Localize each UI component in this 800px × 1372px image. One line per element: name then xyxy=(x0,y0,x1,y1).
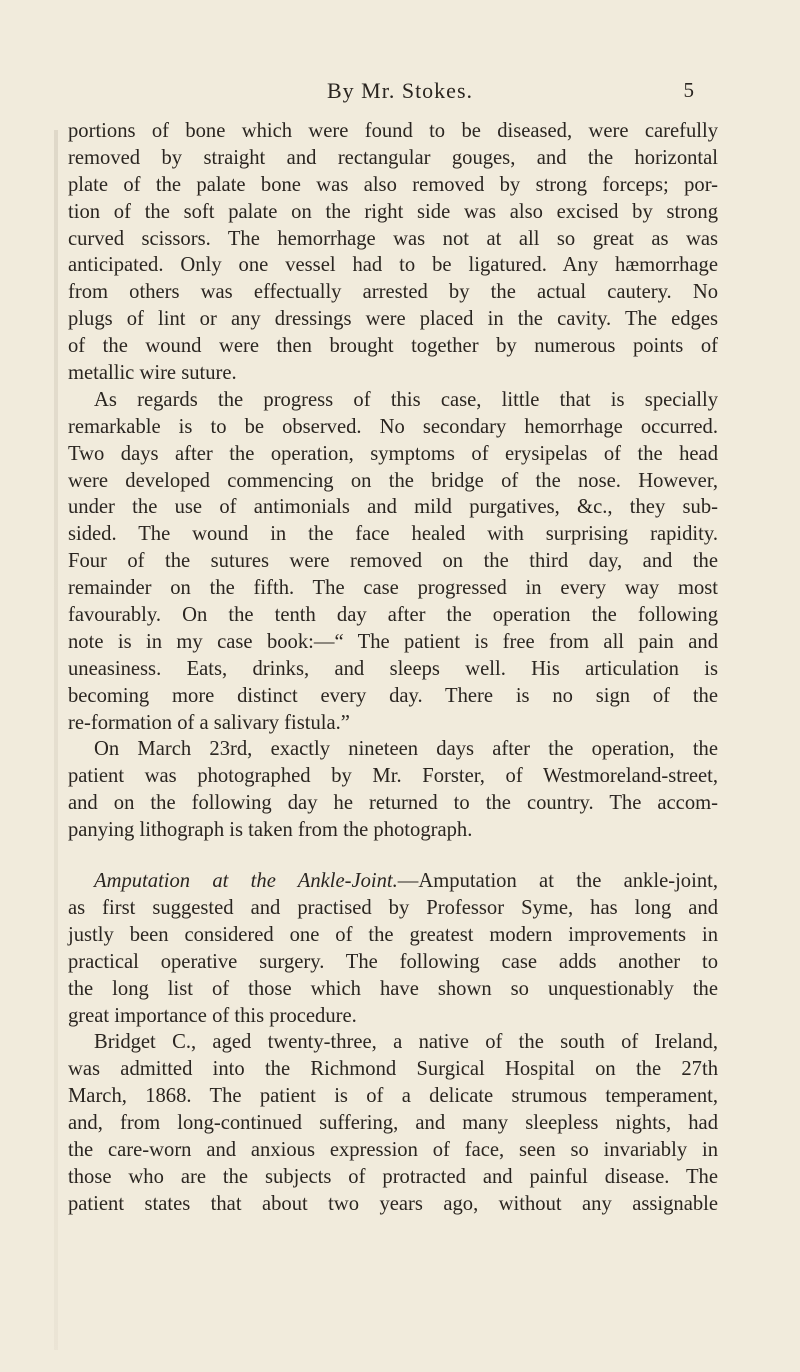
text-line: patient was photographed by Mr. Forster, of Westmoreland-street, xyxy=(68,765,718,788)
text-line xyxy=(68,868,718,895)
paragraph xyxy=(68,868,718,1029)
text-line: panying lithograph is taken from the photograph. xyxy=(68,819,473,842)
text-line: sided. The wound in the face healed with surprising rapidity. xyxy=(68,523,718,546)
text-line: Two days after the operation, symptoms of erysipelas of the head xyxy=(68,442,718,465)
text-line: re-formation of a salivary fistula.” xyxy=(68,711,350,734)
text-line: curved scissors. The hemorrhage was not at all so great as was xyxy=(68,227,718,250)
text-line: was admitted into the Richmond Surgical Hospital on the 27th xyxy=(68,1058,718,1081)
text-line: portions of bone which were found to be diseased, were carefully xyxy=(68,120,718,142)
text-line: becoming more distinct every day. There is no sign of the xyxy=(68,684,718,707)
text-line: uneasiness. Eats, drinks, and sleeps well. His articulation is xyxy=(68,657,718,680)
text-line: the long list of those which have shown so unquestionably the xyxy=(68,977,718,1000)
paragraph xyxy=(68,736,718,844)
section-heading: Amputation at the Ankle-Joint. xyxy=(94,870,398,893)
page-header xyxy=(0,72,800,112)
text-run: —Amputation at the ankle-joint, xyxy=(397,870,718,893)
text-line: practical operative surgery. The following case adds another to xyxy=(68,950,718,973)
section-gap xyxy=(68,844,718,868)
text-line: anticipated. Only one vessel had to be ligatured. Any hæmorrhage xyxy=(68,254,718,277)
paragraph xyxy=(68,387,718,737)
text-line: plate of the palate bone was also removed by strong forceps; por- xyxy=(68,173,718,196)
paragraph xyxy=(68,118,718,387)
text-line: remarkable is to be observed. No secondary hemorrhage occurred. xyxy=(68,415,718,438)
text-line: under the use of antimonials and mild purgatives, &c., they sub- xyxy=(68,496,718,519)
text-line: were developed commencing on the bridge of the nose. However, xyxy=(68,469,718,492)
text-line: as first suggested and practised by Professor Syme, has long and xyxy=(68,896,718,919)
text-line: of the wound were then brought together by numerous points of xyxy=(68,335,718,358)
text-line: metallic wire suture. xyxy=(68,362,237,385)
text-line: On March 23rd, exactly nineteen days after the operation, the xyxy=(94,738,718,761)
text-line: the care-worn and anxious expression of face, seen so invariably in xyxy=(68,1138,718,1161)
text-line: and, from long-continued suffering, and many sleepless nights, had xyxy=(68,1112,718,1135)
page-number: 5 xyxy=(683,78,694,102)
running-head: By Mr. Stokes. xyxy=(326,78,474,103)
text-line: removed by straight and rectangular gouges, and the horizontal xyxy=(68,146,718,169)
text-line: favourably. On the tenth day after the operation the following xyxy=(68,604,718,627)
page-gutter-shadow xyxy=(54,130,58,1350)
text-line: great importance of this procedure. xyxy=(68,1004,357,1027)
text-line: patient states that about two years ago, without any assignable xyxy=(68,1192,718,1215)
text-line: justly been considered one of the greatest modern improvements in xyxy=(68,923,718,946)
text-line: March, 1868. The patient is of a delicate strumous temperament, xyxy=(68,1085,718,1108)
text-line: note is in my case book:—“ The patient is free from all pain and xyxy=(68,630,718,653)
text-line: Bridget C., aged twenty-three, a native of the south of Ireland, xyxy=(94,1031,718,1054)
text-line: and on the following day he returned to the country. The accom- xyxy=(68,792,718,815)
page-body xyxy=(68,118,718,1218)
text-line: As regards the progress of this case, little that is specially xyxy=(94,388,718,411)
text-line: from others was effectually arrested by the actual cautery. No xyxy=(68,281,718,304)
text-line: plugs of lint or any dressings were placed in the cavity. The edges xyxy=(68,308,718,331)
text-line: remainder on the fifth. The case progressed in every way most xyxy=(68,577,718,600)
text-line: those who are the subjects of protracted and painful disease. The xyxy=(68,1165,718,1188)
text-line: tion of the soft palate on the right side was also excised by strong xyxy=(68,200,718,223)
paragraph xyxy=(68,1029,718,1217)
text-line: Four of the sutures were removed on the third day, and the xyxy=(68,550,718,573)
